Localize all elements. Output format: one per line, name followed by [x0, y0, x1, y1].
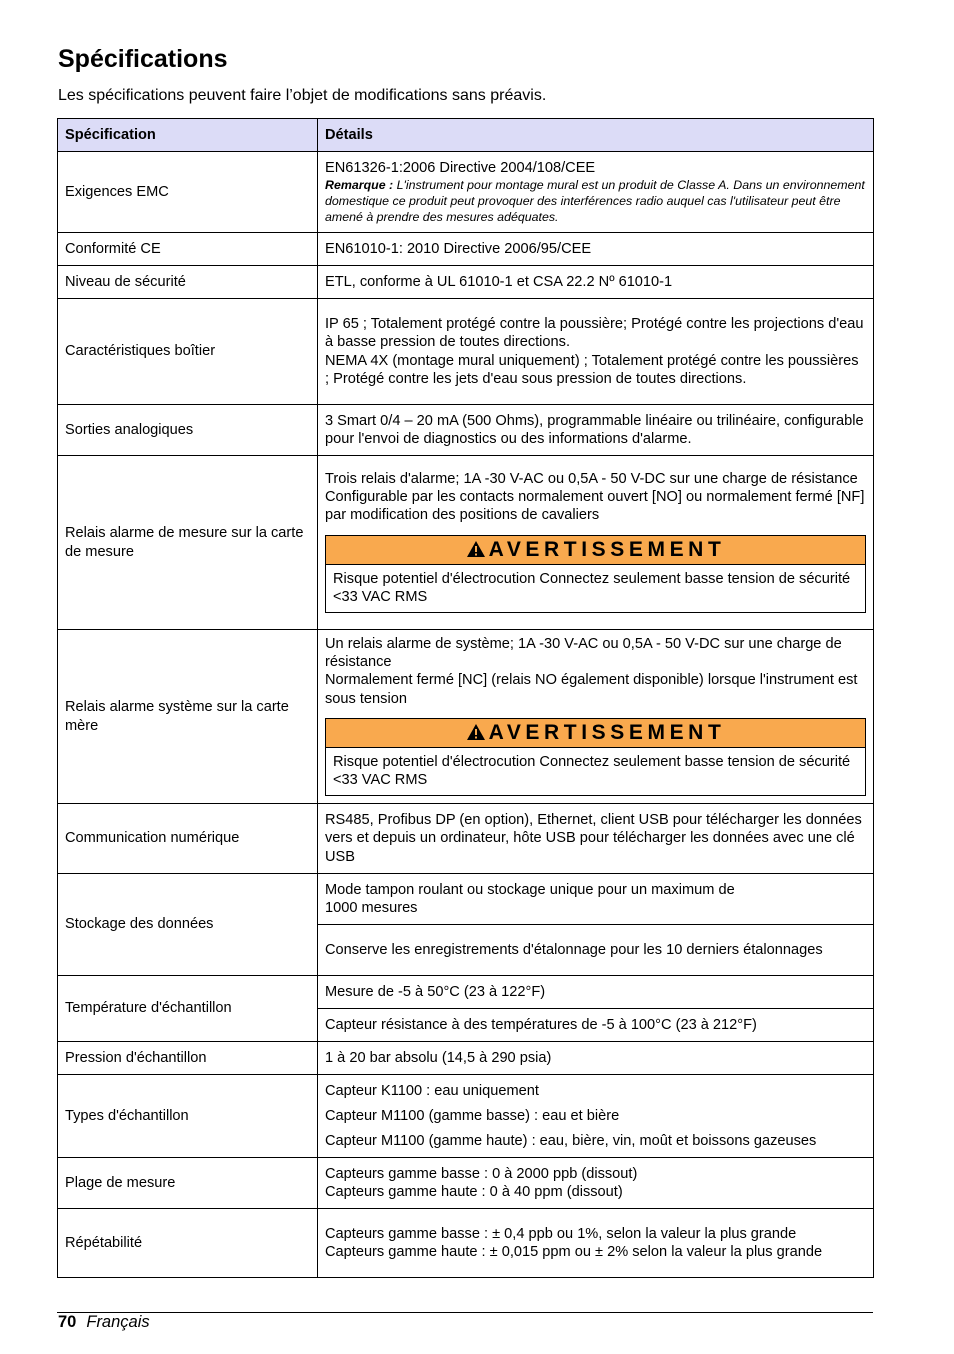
header-specification: Spécification [58, 119, 318, 152]
spec-detail: Capteur résistance à des températures de -5 à 100°C (23 à 212°F) [318, 1009, 874, 1042]
detail-line: Capteur K1100 : eau uniquement [325, 1082, 539, 1099]
detail-line: 1000 mesures [325, 900, 418, 916]
header-details: Détails [318, 119, 874, 152]
detail-line: Mode tampon roulant ou stockage unique pour un maximum de [325, 881, 735, 898]
footer-divider [57, 1312, 873, 1313]
warning-header [326, 719, 865, 748]
spec-label: Température d'échantillon [58, 976, 318, 1042]
detail-line: Trois relais d'alarme; 1A -30 V-AC ou 0,5A - 50 V-DC sur une charge de résistance [325, 470, 858, 487]
spec-label: Types d'échantillon [58, 1075, 318, 1158]
spec-label: Caractéristiques boîtier [58, 299, 318, 405]
spec-label: Plage de mesure [58, 1158, 318, 1209]
warning-box [325, 718, 866, 796]
specifications-table [57, 118, 874, 1278]
warning-triangle-icon [466, 723, 486, 741]
warning-header [326, 536, 865, 565]
table-row [58, 1042, 874, 1075]
warning-title: AVERTISSEMENT [488, 720, 726, 744]
table-row [58, 1075, 874, 1158]
spec-label: Communication numérique [58, 804, 318, 874]
spec-detail: 3 Smart 0/4 – 20 mA (500 Ohms), programmable linéaire ou trilinéaire, configurable pour l'envoi de diagnostics ou des informations d'alarme. [318, 405, 874, 456]
detail-line: Capteur M1100 (gamme haute) : eau, bière, vin, moût et boissons gazeuses [325, 1133, 817, 1150]
spec-detail: RS485, Profibus DP (en option), Ethernet, client USB pour télécharger les données vers et depuis un ordinateur, hôte USB pour télécharger les données avec une clé USB [318, 804, 874, 874]
spec-label: Conformité CE [58, 233, 318, 266]
table-header-row [58, 119, 874, 152]
page-number: 70 [58, 1313, 77, 1331]
spec-detail [318, 456, 874, 630]
spec-label: Sorties analogiques [58, 405, 318, 456]
spec-label: Stockage des données [58, 874, 318, 976]
table-row [58, 233, 874, 266]
page-footer [58, 1312, 150, 1332]
warning-triangle-icon [466, 540, 486, 558]
note-body: L'instrument pour montage mural est un produit de Classe A. Dans un environnement domestique ce produit peut provoquer des interférences radio auquel cas l'utilisateur peut être amené à prendre des mesures adéquates. [325, 178, 865, 225]
spec-detail: 1 à 20 bar absolu (14,5 à 290 psia) [318, 1042, 874, 1075]
spec-detail: EN61010-1: 2010 Directive 2006/95/CEE [318, 233, 874, 266]
footer-language: Français [86, 1313, 150, 1331]
detail-line: Capteurs gamme basse : 0 à 2000 ppb (dissout) [325, 1165, 638, 1182]
spec-detail [318, 1209, 874, 1278]
spec-detail [318, 1075, 874, 1158]
detail-line: Configurable par les contacts normalement ouvert [NO] ou normalement fermé [NF] par modification des positions de cavaliers [325, 489, 865, 524]
spec-detail [318, 874, 874, 925]
table-row [58, 1209, 874, 1278]
table-row [58, 874, 874, 925]
page-title: Spécifications [58, 45, 228, 73]
warning-box [325, 535, 866, 613]
spec-detail: Mesure de -5 à 50°C (23 à 122°F) [318, 976, 874, 1009]
detail-line: Capteurs gamme haute : ± 0,015 ppm ou ± 2% selon la valeur la plus grande [325, 1244, 823, 1260]
spec-detail: ETL, conforme à UL 61010-1 et CSA 22.2 Nº 61010-1 [318, 266, 874, 299]
table-row [58, 266, 874, 299]
spec-label: Niveau de sécurité [58, 266, 318, 299]
spec-detail [318, 299, 874, 405]
detail-line: IP 65 ; Totalement protégé contre la poussière; Protégé contre les projections d'eau à basse pression de toutes directions. [325, 316, 864, 351]
spec-label: Répétabilité [58, 1209, 318, 1278]
table-row [58, 152, 874, 233]
table-row [58, 456, 874, 630]
warning-text: Risque potentiel d'électrocution Connectez seulement basse tension de sécurité <33 VAC RMS [333, 570, 851, 605]
intro-text: Les spécifications peuvent faire l’objet de modifications sans préavis. [58, 87, 547, 104]
detail-line: Normalement fermé [NC] (relais NO également disponible) lorsque l'instrument est sous tension [325, 672, 858, 707]
table-row [58, 405, 874, 456]
spec-label: Pression d'échantillon [58, 1042, 318, 1075]
detail-line: Capteurs gamme haute : 0 à 40 ppm (dissout) [325, 1184, 623, 1200]
spec-label: Relais alarme de mesure sur la carte de mesure [58, 456, 318, 630]
note-label: Remarque : [325, 178, 394, 193]
spec-label: Exigences EMC [58, 152, 318, 233]
spec-detail [318, 152, 874, 233]
warning-title: AVERTISSEMENT [488, 537, 726, 561]
detail-line: Un relais alarme de système; 1A -30 V-AC ou 0,5A - 50 V-DC sur une charge de résistance [325, 635, 842, 671]
spec-label: Relais alarme système sur la carte mère [58, 630, 318, 804]
table-row [58, 1158, 874, 1209]
detail-line: EN61326-1:2006 Directive 2004/108/CEE [325, 159, 596, 176]
table-row [58, 630, 874, 804]
detail-line: NEMA 4X (montage mural uniquement) ; Totalement protégé contre les poussières ; Protégé contre les jets d'eau sous pression de toutes directions. [325, 352, 859, 387]
spec-detail: Conserve les enregistrements d'étalonnage pour les 10 derniers étalonnages [318, 925, 874, 976]
detail-line: Capteur M1100 (gamme basse) : eau et bière [325, 1107, 620, 1124]
spec-detail [318, 1158, 874, 1209]
table-row [58, 299, 874, 405]
detail-line: Capteurs gamme basse : ± 0,4 ppb ou 1%, selon la valeur la plus grande [325, 1225, 797, 1242]
note-text [325, 177, 866, 225]
spec-detail [318, 630, 874, 804]
table-row [58, 804, 874, 874]
warning-text: Risque potentiel d'électrocution Connectez seulement basse tension de sécurité <33 VAC RMS [333, 753, 851, 788]
table-row [58, 976, 874, 1009]
